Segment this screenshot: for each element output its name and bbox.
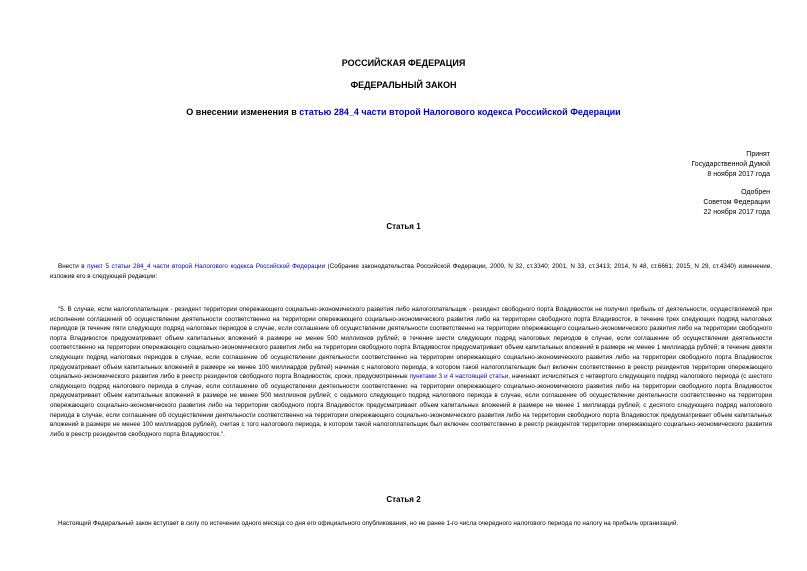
- article-1-intro-link[interactable]: пункт 5 статьи 284_4 части второй Налогового кодекса Российской Федерации: [87, 263, 326, 270]
- article-2-text: Настоящий Федеральный закон вступает в силу по истечении одного месяца со дня его официального опубликования, но не ранее 1-го числа очередного налогового периода по налогу на прибыль организаций.: [58, 520, 679, 527]
- article-1-text-prefix: "5. В случае, если налогоплательщик - резидент территории опережающего социально-экономического развития либо налогоплательщик - резидент свободного порта Владивосток не получил прибыль от деятельности, осуществляемой при исполнении соглашений об осуществлении деятельности соответственно на территории опережающего социально-экономического развития либо на территории свободного порта Владивосток, в течение трех следующих подряд налоговых периодов (в течение пяти следующих подряд налоговых периодов в случае, если соглашение об осуществлении деятельности соответственно на территории опережающего социально-экономического развития либо на территории свободного порта Владивосток предусматривает объем капитальных вложений в размере не менее 500 миллионов рублей; в течение шести следующих подряд налоговых периодов в случае, если соглашение об осуществлении деятельности соответственно на территории опережающего социально-экономического развития либо на территории свободного порта Владивосток предусматривает объем капитальных вложений в размере не менее 1 миллиарда рублей; в течение девяти следующих подряд налоговых периодов в случае, если соглашение об осуществлении деятельности соответственно на территории опережающего социально-экономического развития либо на территории свободного порта Владивосток предусматривает объем капитальных вложений в размере не менее 100 миллиардов рублей) начиная с налогового периода, в котором такой налогоплательщик был включен соответственно в реестр резидентов территории опережающего социально-экономического развития либо в реестр резидентов свободного порта Владивосток, сроки, предусмотренные: [50, 306, 772, 381]
- approval-line-1: Одобрен: [741, 189, 770, 196]
- law-title-link[interactable]: статью 284_4 части второй Налогового кодекса Российской Федерации: [299, 107, 621, 117]
- approval-block: [550, 188, 770, 218]
- law-title-prefix: О внесении изменения в: [186, 107, 300, 117]
- article-1-intro-prefix: Внести в: [58, 263, 88, 270]
- doc-type-heading: ФЕДЕРАЛЬНЫЙ ЗАКОН: [350, 80, 457, 90]
- adoption-line-2: Государственной Думой: [691, 161, 770, 168]
- article-1-text-suffix: , начинают исчисляться с четвертого следующего подряд налогового периода (с шестого следующего подряд налогового периода в случае, если соглашение об осуществлении деятельности соответственно на территории опережающего социально-экономического развития либо на территории свободного порта Владивосток предусматривает объем капитальных вложений в размере не менее 500 миллионов рублей; с седьмого следующего подряд налогового периода в случае, если соглашение об осуществлении деятельности соответственно на территории опережающего социально-экономического развития либо на территории свободного порта Владивосток предусматривает объем капитальных вложений в размере не менее 1 миллиарда рублей; с десятого следующего подряд налогового периода в случае, если соглашение об осуществлении деятельности соответственно на территории опережающего социально-экономического развития либо на территории свободного порта Владивосток предусматривает объем капитальных вложений в размере не менее 100 миллиардов рублей), считая с того налогового периода, в котором такой налогоплательщик был включен соответственно в реестр резидентов территории опережающего социально-экономического развития либо в реестр резидентов свободного порта Владивосток.".: [50, 373, 772, 438]
- article-1-text: [50, 305, 772, 439]
- approval-date: 22 ноября 2017 года: [703, 209, 770, 216]
- adoption-date: 8 ноября 2017 года: [707, 171, 770, 178]
- country-heading: РОССИЙСКАЯ ФЕДЕРАЦИЯ: [341, 58, 466, 68]
- adoption-line-1: Принят: [746, 151, 770, 158]
- approval-line-2: Советом Федерации: [703, 199, 770, 206]
- adoption-block: [550, 150, 770, 180]
- article-1-heading: Статья 1: [386, 222, 421, 231]
- article-1-intro: [50, 262, 772, 281]
- law-title: [0, 107, 807, 117]
- article-2-heading: Статья 2: [386, 495, 421, 504]
- article-1-intro-suffix: (Собрание законодательства Российской Федерации, 2000, N 32, ст.3340; 2001, N 33, ст.3413; 2014, N 48, ст.6661; 2015, N 29, ст.4340) изменение, изложив его в следующей редакции:: [50, 263, 772, 280]
- article-1-text-link[interactable]: пунктами 3 и 4 настоящей статьи: [409, 373, 509, 381]
